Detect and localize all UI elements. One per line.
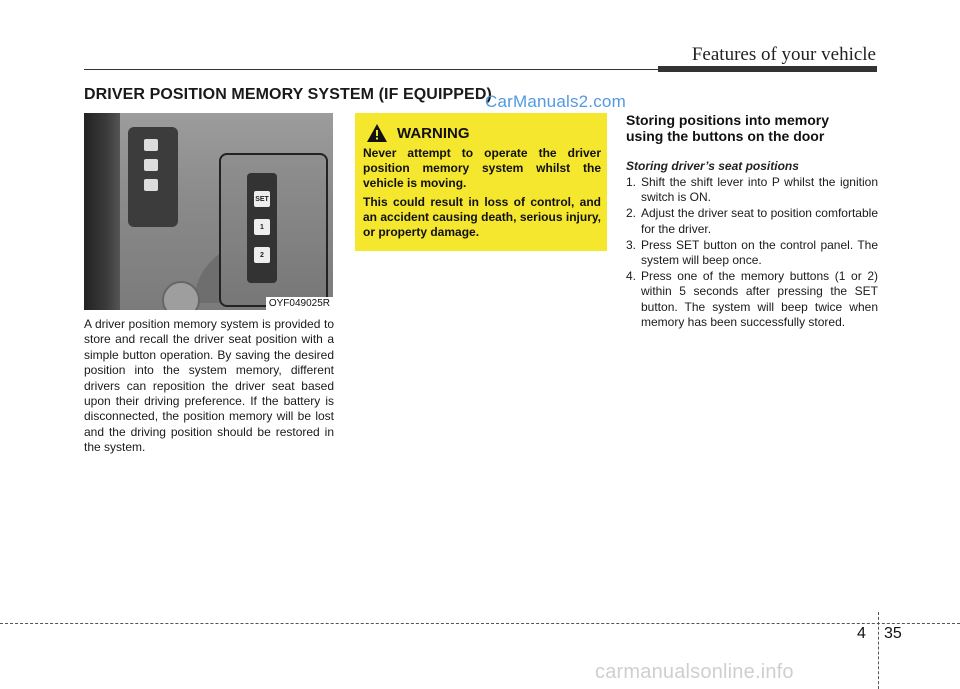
warning-text <box>363 146 601 245</box>
step-text: Press one of the memory buttons (1 or 2) within 5 seconds after pressing the SET button. The system will beep twice when memory has been successfully stored. <box>641 269 878 329</box>
page-number-divider <box>878 612 879 689</box>
intro-paragraph: A driver position memory system is provided to store and recall the driver seat position with a simple button operation. By saving the desired position into the system memory, different drivers can reposition the driver seat based upon their driving preference. If the battery is disconnected, the position memory will be lost and the driving position should be restored in the system. <box>84 317 334 455</box>
door-frame <box>84 113 120 310</box>
watermark-bottom[interactable]: carmanualsonline.info <box>595 661 794 683</box>
step-number: 1. <box>626 175 637 189</box>
page-number: 35 <box>884 625 902 642</box>
page-header-title: Features of your vehicle <box>691 44 876 65</box>
panel-button-small <box>144 139 158 151</box>
warning-triangle-icon <box>367 124 387 142</box>
memory-buttons-callout <box>219 153 328 307</box>
step-number: 2. <box>626 206 637 221</box>
watermark-top[interactable]: CarManuals2.com <box>485 92 626 111</box>
panel-button-small <box>144 179 158 191</box>
step-text: Shift the shift lever into P whilst the ignition switch is ON. <box>641 175 878 205</box>
warning-paragraph: This could result in loss of control, and an accident causing death, serious injury, or property damage. <box>363 195 601 239</box>
list-item <box>626 238 878 268</box>
storing-heading-line: Storing positions into memory <box>626 112 830 128</box>
storing-steps-list <box>626 175 878 330</box>
step-number: 3. <box>626 237 637 252</box>
memory-2-button: 2 <box>254 247 270 263</box>
step-number: 4. <box>626 269 637 284</box>
storing-subheading: Storing driver’s seat positions <box>626 159 799 173</box>
set-button: SET <box>254 191 270 207</box>
list-item <box>626 269 878 330</box>
warning-paragraph: Never attempt to operate the driver position memory system whilst the vehicle is moving. <box>363 146 601 190</box>
header-rule-accent <box>658 66 877 72</box>
step-text: Press SET button on the control panel. The system will beep once. <box>641 237 878 268</box>
memory-button-panel <box>247 173 277 283</box>
storing-heading <box>626 112 878 144</box>
storing-positions-section <box>626 112 878 331</box>
storing-heading-line: using the buttons on the door <box>626 128 825 144</box>
figure-reference-code: OYF049025R <box>266 297 333 310</box>
warning-box <box>355 113 607 251</box>
door-panel-photo <box>84 113 333 310</box>
list-item <box>626 206 878 236</box>
list-item <box>626 175 878 205</box>
step-text: Adjust the driver seat to position comfortable for the driver. <box>641 206 878 236</box>
warning-header <box>367 124 470 142</box>
chapter-number: 4 <box>857 625 866 642</box>
memory-1-button: 1 <box>254 219 270 235</box>
footer-rule <box>0 623 960 624</box>
warning-title: WARNING <box>397 124 470 142</box>
section-heading: DRIVER POSITION MEMORY SYSTEM (IF EQUIPPED) <box>84 86 492 103</box>
mirror-control-knob <box>162 281 200 310</box>
